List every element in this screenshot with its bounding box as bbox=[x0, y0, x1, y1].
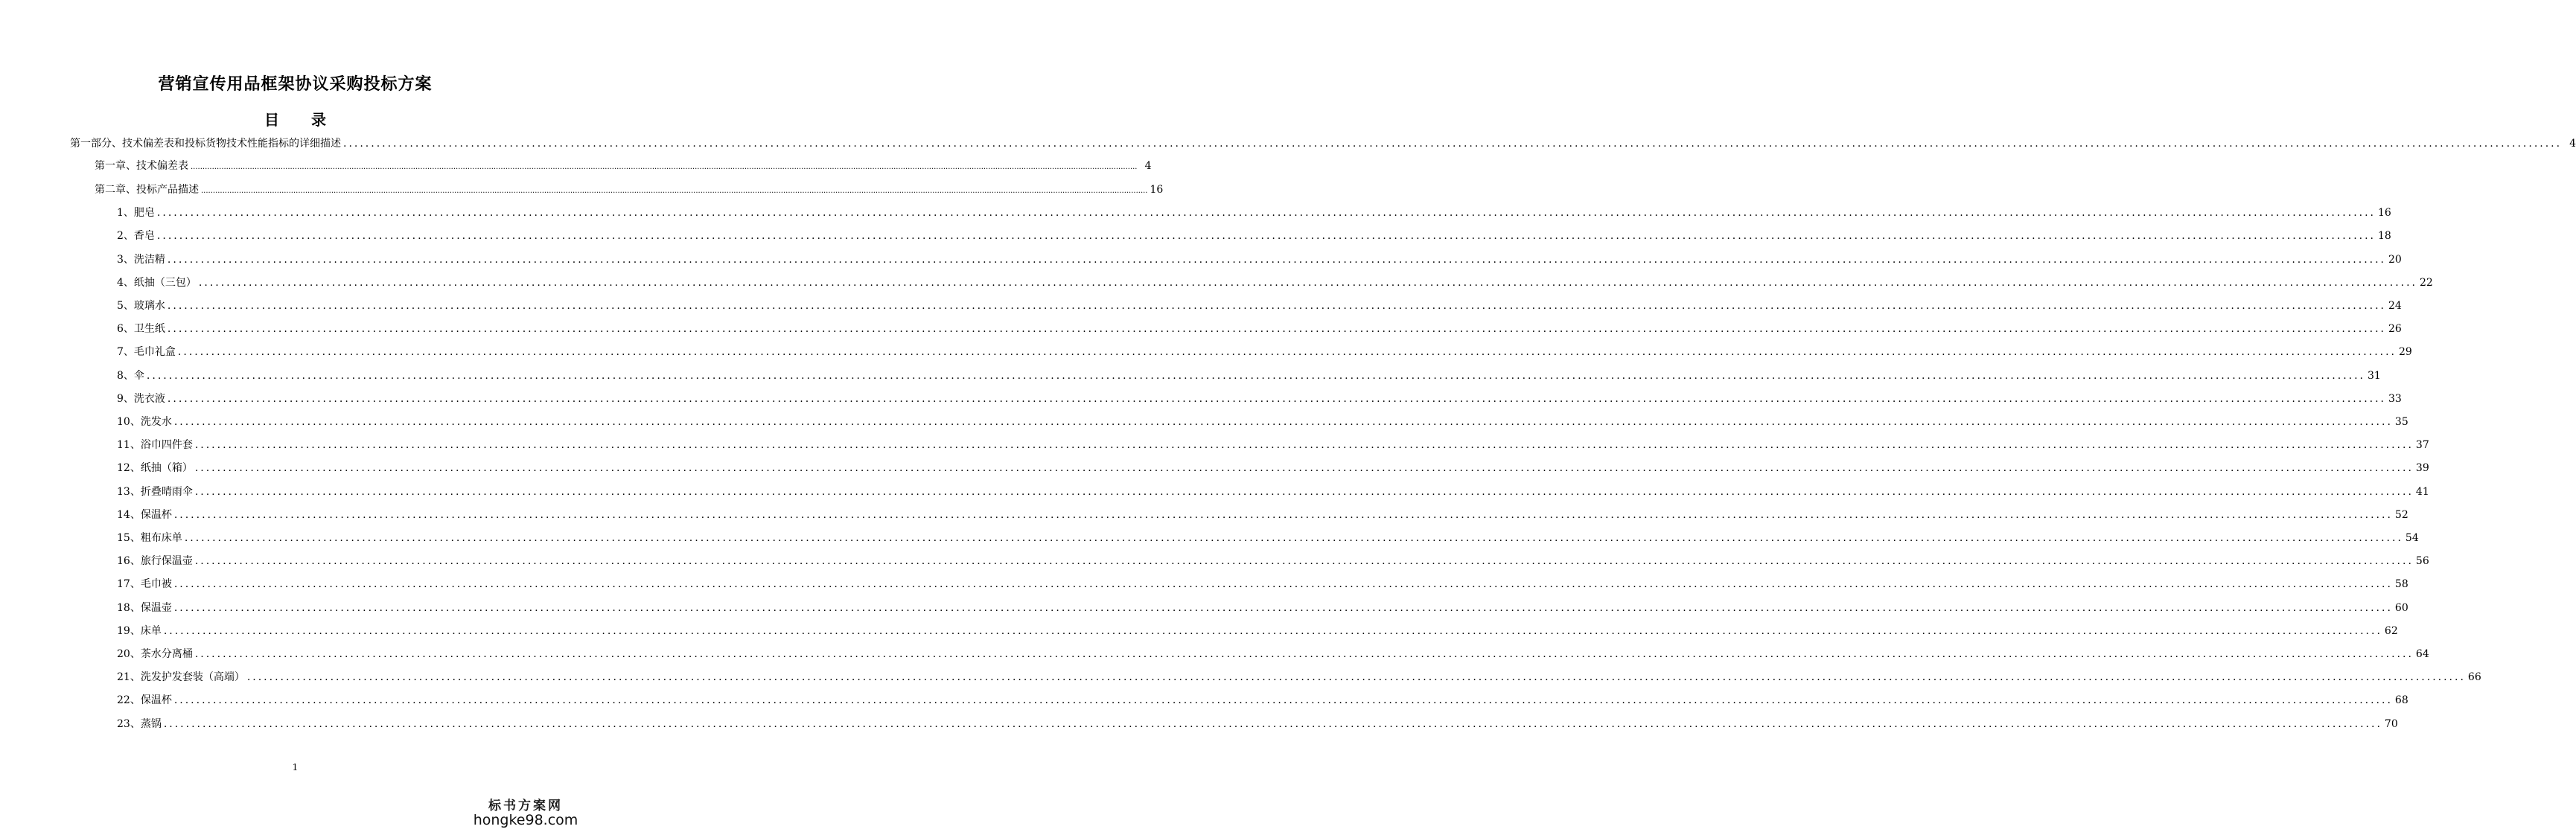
toc-dot-leader: ................................................................................................................................................................................................................................................................................................................................................................................................................ bbox=[156, 207, 2376, 220]
toc-entry[interactable] bbox=[117, 276, 2433, 289]
toc-dot-leader: ................................................................................................................................................................................................................................................................................................................................................................................................................ bbox=[163, 717, 2382, 730]
toc-entry[interactable] bbox=[117, 554, 2429, 568]
toc-entry[interactable] bbox=[117, 299, 2402, 313]
toc-entry-page: 41 bbox=[2415, 485, 2429, 498]
toc-entry[interactable] bbox=[117, 624, 2398, 638]
toc-entry-page: 58 bbox=[2394, 578, 2408, 591]
toc-entry-page: 56 bbox=[2415, 555, 2429, 568]
toc-dot-leader: ................................................................................................................................................................................................................................................................................................................................................................................................................ bbox=[191, 163, 1138, 171]
toc-entry-label: 18、保温壶 bbox=[117, 601, 172, 614]
toc-entry-page: 37 bbox=[2415, 439, 2429, 452]
toc-entry-page: 26 bbox=[2388, 323, 2402, 336]
toc-entry-label: 19、床单 bbox=[117, 624, 162, 637]
toc-entry[interactable] bbox=[117, 206, 2391, 220]
toc-entry[interactable] bbox=[117, 415, 2408, 429]
toc-dot-leader: ................................................................................................................................................................................................................................................................................................................................................................................................................ bbox=[167, 323, 2386, 336]
toc-entry[interactable] bbox=[117, 253, 2402, 266]
toc-dot-leader: ................................................................................................................................................................................................................................................................................................................................................................................................................ bbox=[167, 253, 2386, 266]
toc-entry[interactable] bbox=[117, 369, 2381, 383]
toc-dot-leader: ................................................................................................................................................................................................................................................................................................................................................................................................................ bbox=[163, 624, 2382, 637]
toc-dot-leader: ................................................................................................................................................................................................................................................................................................................................................................................................................ bbox=[146, 369, 2365, 382]
toc-entry[interactable] bbox=[117, 392, 2402, 406]
toc-dot-leader: ................................................................................................................................................................................................................................................................................................................................................................................................................ bbox=[167, 300, 2386, 312]
toc-entry-label: 10、洗发水 bbox=[117, 416, 172, 428]
toc-entry-label: 21、洗发护发套装（高端） bbox=[117, 671, 245, 684]
toc-entry-page: 35 bbox=[2394, 416, 2408, 428]
toc-entry-label: 第一部分、技术偏差表和投标货物技术性能指标的详细描述 bbox=[70, 138, 341, 150]
toc-entry-page: 18 bbox=[2378, 230, 2391, 243]
toc-entry-label: 7、毛巾礼盒 bbox=[117, 346, 176, 359]
toc-entry-label: 9、洗衣液 bbox=[117, 392, 165, 405]
toc-entry-page: 66 bbox=[2467, 671, 2481, 684]
toc-entry-label: 22、保温杯 bbox=[117, 694, 172, 707]
toc-dot-leader: ................................................................................................................................................................................................................................................................................................................................................................................................................ bbox=[173, 508, 2393, 521]
toc-dot-leader: ................................................................................................................................................................................................................................................................................................................................................................................................................ bbox=[173, 578, 2393, 591]
toc-dot-leader: ................................................................................................................................................................................................................................................................................................................................................................................................................ bbox=[173, 416, 2393, 428]
toc-entry-label: 8、伞 bbox=[117, 369, 144, 382]
toc-entry-label: 第二章、投标产品描述 bbox=[95, 184, 199, 196]
toc-entry-page: 29 bbox=[2399, 346, 2412, 359]
toc-entry[interactable] bbox=[117, 647, 2429, 661]
toc-dot-leader: ................................................................................................................................................................................................................................................................................................................................................................................................................ bbox=[173, 601, 2393, 614]
toc-entry-page: 4 bbox=[2569, 138, 2576, 150]
toc-entry[interactable] bbox=[95, 183, 1164, 198]
watermark-logo bbox=[470, 795, 581, 828]
toc-entry-page: 52 bbox=[2394, 508, 2408, 521]
toc-dot-leader: ................................................................................................................................................................................................................................................................................................................................................................................................................ bbox=[173, 694, 2393, 707]
toc-entry-label: 17、毛巾被 bbox=[117, 578, 172, 591]
toc-entry[interactable] bbox=[117, 229, 2391, 243]
toc-entry-page: 16 bbox=[2378, 207, 2391, 220]
toc-entry-label: 5、玻璃水 bbox=[117, 300, 165, 312]
toc-entry-page: 64 bbox=[2415, 648, 2429, 660]
watermark-cn: 标书方案网 bbox=[488, 799, 563, 813]
document-title: 营销宣传用品框架协议采购投标方案 bbox=[158, 75, 433, 94]
toc-entry[interactable] bbox=[117, 717, 2398, 731]
toc-entry-label: 15、粗布床单 bbox=[117, 532, 182, 544]
toc-entry-page: 33 bbox=[2388, 392, 2402, 405]
toc-entry-label: 20、茶水分离桶 bbox=[117, 648, 193, 660]
toc-heading: 目 录 bbox=[264, 111, 339, 129]
toc-dot-leader: ................................................................................................................................................................................................................................................................................................................................................................................................................ bbox=[194, 648, 2414, 660]
toc-entry[interactable] bbox=[117, 601, 2408, 615]
toc-dot-leader: ................................................................................................................................................................................................................................................................................................................................................................................................................ bbox=[194, 485, 2414, 498]
toc-entry[interactable] bbox=[117, 694, 2408, 707]
toc-entry-label: 14、保温杯 bbox=[117, 508, 172, 521]
toc-dot-leader: ................................................................................................................................................................................................................................................................................................................................................................................................................ bbox=[167, 392, 2386, 405]
toc-entry-label: 第一章、技术偏差表 bbox=[95, 160, 188, 172]
toc-entry-page: 20 bbox=[2388, 253, 2402, 266]
toc-dot-leader: ................................................................................................................................................................................................................................................................................................................................................................................................................ bbox=[184, 532, 2403, 544]
toc-entry-page: 39 bbox=[2415, 462, 2429, 475]
toc-dot-leader: ................................................................................................................................................................................................................................................................................................................................................................................................................ bbox=[201, 187, 1148, 195]
toc-entry-label: 12、纸抽（箱） bbox=[117, 462, 193, 475]
toc-entry[interactable] bbox=[117, 485, 2429, 499]
toc-entry[interactable] bbox=[117, 671, 2481, 684]
toc-entry[interactable] bbox=[117, 578, 2408, 591]
toc-dot-leader: ................................................................................................................................................................................................................................................................................................................................................................................................................ bbox=[343, 138, 2563, 150]
toc-dot-leader: ................................................................................................................................................................................................................................................................................................................................................................................................................ bbox=[194, 439, 2414, 452]
toc-dot-leader: ................................................................................................................................................................................................................................................................................................................................................................................................................ bbox=[194, 555, 2414, 568]
toc-entry-page: 22 bbox=[2420, 276, 2433, 289]
toc-entry-page: 31 bbox=[2368, 369, 2381, 382]
toc-entry[interactable] bbox=[70, 137, 2576, 150]
page-number: 1 bbox=[292, 762, 299, 772]
toc-entry[interactable] bbox=[117, 508, 2408, 522]
toc-entry-page: 62 bbox=[2384, 624, 2398, 637]
toc-entry-label: 6、卫生纸 bbox=[117, 323, 165, 336]
toc-entry[interactable] bbox=[117, 322, 2402, 336]
toc-entry-label: 3、洗洁精 bbox=[117, 253, 165, 266]
toc-entry-label: 13、折叠晴雨伞 bbox=[117, 485, 193, 498]
toc-entry-label: 23、蒸锅 bbox=[117, 717, 162, 730]
toc-entry-label: 11、浴巾四件套 bbox=[117, 439, 193, 452]
toc-entry-page: 60 bbox=[2394, 601, 2408, 614]
toc-entry-label: 2、香皂 bbox=[117, 230, 155, 243]
toc-entry-page: 16 bbox=[1150, 184, 1164, 196]
toc-dot-leader: ................................................................................................................................................................................................................................................................................................................................................................................................................ bbox=[156, 230, 2376, 243]
toc-entry-label: 16、旅行保温壶 bbox=[117, 555, 193, 568]
toc-dot-leader: ................................................................................................................................................................................................................................................................................................................................................................................................................ bbox=[177, 346, 2397, 359]
watermark-en: hongke98.com bbox=[473, 812, 578, 828]
toc-entry-page: 70 bbox=[2384, 717, 2398, 730]
toc-entry[interactable] bbox=[117, 345, 2412, 359]
toc-entry-label: 1、肥皂 bbox=[117, 207, 155, 220]
toc-entry-page: 24 bbox=[2388, 300, 2402, 312]
toc-entry[interactable] bbox=[95, 159, 1152, 174]
toc-entry-label: 4、纸抽（三包） bbox=[117, 276, 197, 289]
toc-dot-leader: ................................................................................................................................................................................................................................................................................................................................................................................................................ bbox=[198, 276, 2417, 289]
toc-dot-leader: ................................................................................................................................................................................................................................................................................................................................................................................................................ bbox=[194, 462, 2414, 475]
toc-entry[interactable] bbox=[117, 461, 2429, 475]
toc-entry[interactable] bbox=[117, 438, 2429, 452]
toc-dot-leader: ................................................................................................................................................................................................................................................................................................................................................................................................................ bbox=[246, 671, 2466, 684]
toc-entry-page: 54 bbox=[2405, 532, 2419, 544]
toc-entry-page: 68 bbox=[2394, 694, 2408, 707]
toc-entry-page: 4 bbox=[1144, 160, 1152, 172]
toc-entry[interactable] bbox=[117, 531, 2419, 545]
